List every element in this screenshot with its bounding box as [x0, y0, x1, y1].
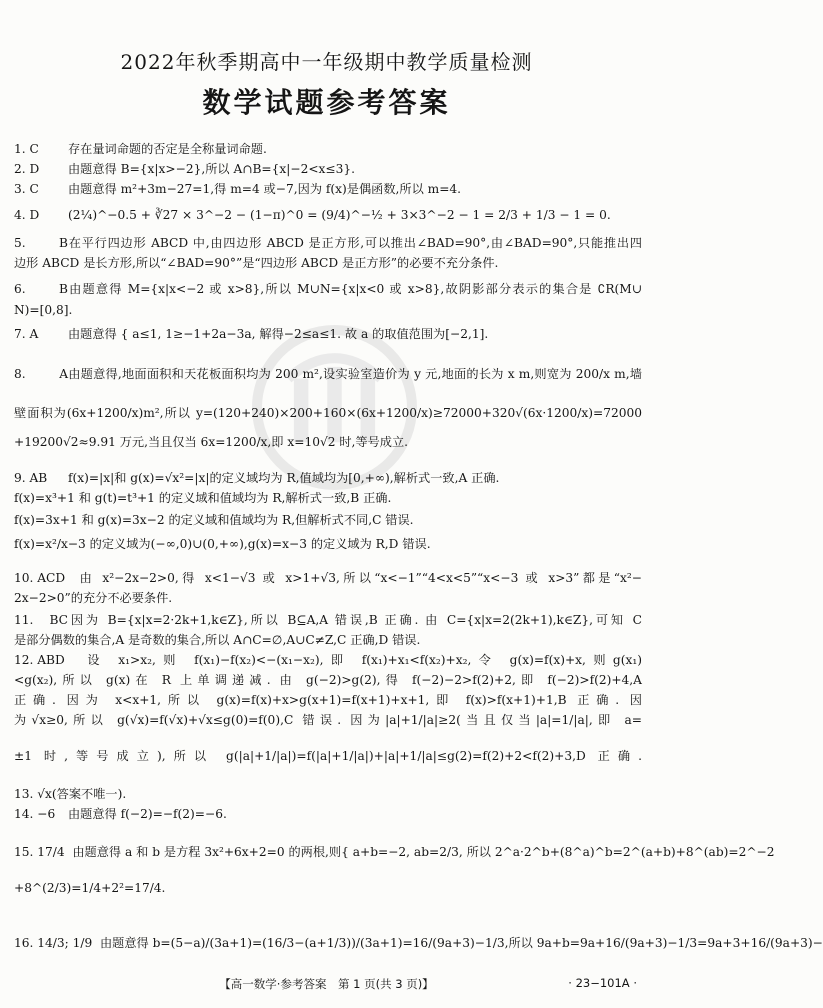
answer-number: 15. 17/4 [14, 845, 65, 859]
answer-text: 是部分偶数的集合,A 是奇数的集合,所以 A∩C=∅,A∪C≠Z,C 正确,D 错误. [14, 633, 421, 647]
answer-text: 为√x≥0,所以 g(√x)=f(√x)+√x≤g(0)=f(0),C 错误. 因为|a|+1/|a|≥2(当且仅当|a|=1/|a|,即 a= [14, 713, 642, 727]
answer-number: 13. √x(答案不唯一). [14, 787, 127, 801]
answer-line [14, 844, 775, 860]
answer-line [14, 786, 642, 802]
answer-text: 存在量词命题的否定是全称量词命题. [68, 142, 267, 156]
answer-line [14, 281, 642, 297]
answer-text: 由题意得 b=(5−a)/(3a+1)=(16/3−(a+1/3))/(3a+1)=16/(9a+3)−1/3,所以 9a+b=9a+16/(9a+3)−1/3=9a+3+16/(9a+3)− [99, 936, 823, 950]
answer-text: 由题意得 B={x|x>−2},所以 A∩B={x|−2<x≤3}. [68, 162, 356, 176]
answer-line [14, 434, 642, 450]
answer-number: 7. A [14, 327, 39, 341]
answer-line [14, 712, 642, 728]
answer-line [14, 366, 642, 382]
answer-text: <g(x₂),所以 g(x)在 R 上单调递减. 由 g(−2)>g(2),得 f(−2)−2>f(2)+2,即 f(−2)>f(2)+4,A [14, 673, 642, 687]
answer-text: f(x)=|x|和 g(x)=√x²=|x|的定义域均为 R,值域均为[0,+∞),解析式一致,A 正确. [68, 471, 500, 485]
answer-line [14, 806, 642, 822]
answer-number: 12. ABD [14, 653, 65, 667]
answer-line [14, 935, 823, 951]
answer-line [14, 632, 642, 648]
answer-line [14, 181, 642, 197]
answer-text: 壁面积为(6x+1200/x)m²,所以 y=(120+240)×200+160×(6x+1200/x)≥72000+320√(6x·1200/x)=72000 [14, 406, 642, 420]
answer-number: 6. B [14, 282, 68, 296]
answer-text: 由题意得 M={x|x<−2 或 x>8},所以 M∪N={x|x<0 或 x>8},故阴影部分表示的集合是 ∁R(M∪ [68, 282, 642, 296]
answer-line [14, 612, 642, 628]
footer-page-info: 【高一数学·参考答案 第 1 页(共 3 页)】 [219, 977, 434, 991]
answer-line [14, 748, 642, 764]
answer-text: N)=[0,8]. [14, 303, 73, 317]
answer-text: +8^(2/3)=1/4+2²=17/4. [14, 881, 166, 895]
answer-number: 11. BC [14, 613, 68, 627]
answer-number: 5. B [14, 236, 68, 250]
answer-number: 2. D [14, 162, 40, 176]
answer-line [14, 207, 642, 223]
answer-text: 由题意得,地面面积和天花板面积均为 200 m²,设实验室造价为 y 元,地面的长为 x m,则宽为 200/x m,墙 [68, 367, 642, 381]
answer-text: f(x)=x²/x−3 的定义域为(−∞,0)∪(0,+∞),g(x)=x−3 的定义域为 R,D 错误. [14, 537, 431, 551]
answer-number: 14. −6 [14, 807, 56, 821]
answer-number: 1. C [14, 142, 39, 156]
answer-line [14, 672, 642, 688]
answer-line [14, 880, 642, 896]
answer-line [14, 161, 642, 177]
answer-text: +19200√2≈9.91 万元,当且仅当 6x=1200/x,即 x=10√2 时,等号成立. [14, 435, 409, 449]
answer-line [14, 302, 642, 318]
answer-text: 正确. 因为 x<x+1,所以 g(x)=f(x)+x>g(x+1)=f(x+1)+x+1,即 f(x)>f(x+1)+1,B 正确. 因 [14, 693, 642, 707]
answer-line [14, 235, 642, 251]
page-title: 2022年秋季期高中一年级期中教学质量检测 [120, 50, 533, 74]
answer-text: 2x−2>0”的充分不必要条件. [14, 591, 173, 605]
answer-text: 由 x²−2x−2>0,得 x<1−√3 或 x>1+√3,所以“x<−1”“4<x<5”“x<−3 或 x>3”都是“x²− [79, 571, 643, 585]
answer-line [14, 536, 642, 552]
answer-line [14, 255, 642, 271]
answer-text: 设 x₁>x₂,则 f(x₁)−f(x₂)<−(x₁−x₂),即 f(x₁)+x₁<f(x₂)+x₂,令 g(x)=f(x)+x,则g(x₁) [87, 653, 642, 667]
answer-text: 边形 ABCD 是长方形,所以“∠BAD=90°”是“四边形 ABCD 是正方形”的必要不充分条件. [14, 256, 499, 270]
answer-line [14, 490, 642, 506]
answer-text: 由题意得 { a≤1, 1≥−1+2a−3a, 解得−2≤a≤1. 故 a 的取值范围为[−2,1]. [68, 327, 489, 341]
answer-line [14, 141, 642, 157]
answer-line [14, 692, 642, 708]
footer-code: · 23−101A · [568, 976, 637, 990]
answer-line [14, 570, 642, 586]
answer-number: 16. 14/3; 1/9 [14, 936, 93, 950]
answer-text: 由题意得 m²+3m−27=1,得 m=4 或−7,因为 f(x)是偶函数,所以 m=4. [68, 182, 462, 196]
answer-text: 在平行四边形 ABCD 中,由四边形 ABCD 是正方形,可以推出∠BAD=90°,由∠BAD=90°,只能推出四 [68, 236, 642, 250]
answer-line [14, 590, 642, 606]
answer-number: 4. D [14, 208, 40, 222]
page-subtitle: 数学试题参考答案 [202, 86, 451, 119]
answer-text: (2¼)^−0.5 + ∛27 × 3^−2 − (1−π)^0 = (9/4)^−½ + 3×3^−2 − 1 = 2/3 + 1/3 − 1 = 0. [68, 208, 611, 222]
answer-text: f(x)=3x+1 和 g(x)=3x−2 的定义域和值域均为 R,但解析式不同,C 错误. [14, 513, 414, 527]
answer-line [14, 512, 642, 528]
answer-text: 由题意得 f(−2)=−f(2)=−6. [68, 807, 227, 821]
answer-line [14, 405, 642, 421]
answer-line [14, 652, 642, 668]
answer-line [14, 470, 642, 486]
answer-text: ±1 时,等号成立),所以 g(|a|+1/|a|)=f(|a|+1/|a|)+|a|+1/|a|≤g(2)=f(2)+2<f(2)+3,D 正确. [14, 749, 642, 763]
answer-text: 因为 B={x|x=2·2k+1,k∈Z},所以 B⊆A,A 错误,B 正确. 由 C={x|x=2(2k+1),k∈Z},可知 C [68, 613, 642, 627]
answer-text: 由题意得 a 和 b 是方程 3x²+6x+2=0 的两根,则{ a+b=−2, ab=2/3, 所以 2^a·2^b+(8^a)^b=2^(a+b)+8^(ab)=2^−2 [72, 845, 775, 859]
answer-number: 10. ACD [14, 571, 66, 585]
answer-line [14, 326, 642, 342]
answer-text: f(x)=x³+1 和 g(t)=t³+1 的定义域和值域均为 R,解析式一致,B 正确. [14, 491, 392, 505]
answer-number: 8. A [14, 367, 68, 381]
answer-number: 9. AB [14, 471, 48, 485]
answer-number: 3. C [14, 182, 39, 196]
